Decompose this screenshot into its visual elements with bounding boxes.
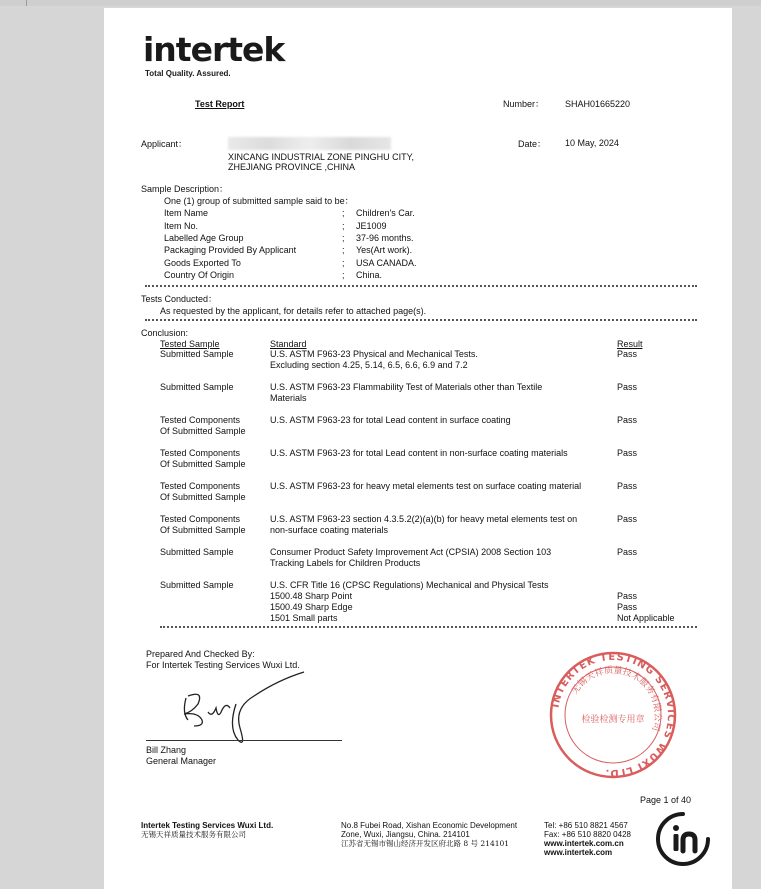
- conclusion-result: Pass: [617, 382, 638, 392]
- conclusion-standard: 1500.48 Sharp Point: [270, 591, 353, 601]
- viewer-top-bar: [0, 0, 761, 6]
- sample-label: Goods Exported To: [164, 258, 241, 268]
- conclusion-standard: U.S. ASTM F963-23 for total Lead content in non-surface coating materials: [270, 448, 568, 458]
- conclusion-sample: Submitted Sample: [160, 580, 234, 590]
- asterisk-divider: [160, 626, 697, 628]
- col-standard: Standard: [270, 339, 307, 349]
- conclusion-sample: Of Submitted Sample: [160, 459, 246, 469]
- sample-colon: ;: [342, 270, 345, 280]
- sample-colon: ;: [342, 221, 345, 231]
- footer-company-en: Intertek Testing Services Wuxi Ltd.: [141, 821, 274, 830]
- svg-text:检验检测专用章: 检验检测专用章: [581, 715, 645, 725]
- sample-value: China.: [356, 270, 383, 280]
- conclusion-heading: Conclusion:: [141, 328, 189, 338]
- report-title: Test Report: [195, 99, 245, 109]
- sample-value: Yes(Art work).: [356, 245, 413, 255]
- conclusion-standard: non-surface coating materials: [270, 525, 389, 535]
- conclusion-sample: Of Submitted Sample: [160, 426, 246, 436]
- sample-colon: ;: [342, 245, 345, 255]
- intertek-logo: intertek: [143, 30, 285, 69]
- conclusion-sample: Tested Components: [160, 448, 241, 458]
- conclusion-standard: 1501 Small parts: [270, 613, 338, 623]
- date-value: 10 May, 2024: [565, 138, 619, 148]
- conclusion-standard: Consumer Product Safety Improvement Act (CPSIA) 2008 Section 103: [270, 547, 552, 557]
- footer-address-line2: Zone, Wuxi, Jiangsu, China. 214101: [341, 830, 470, 839]
- date-label: Date：: [518, 139, 547, 149]
- signature-line: [146, 740, 342, 741]
- applicant-address-line2: XINCANG INDUSTRIAL ZONE PINGHU CITY,: [228, 152, 415, 162]
- sample-label: Country Of Origin: [164, 270, 235, 280]
- sample-intro: One (1) group of submitted sample said to be：: [164, 196, 354, 206]
- footer-address-cn: 江苏省无锡市锡山经济开发区府北路 8 号 214101: [341, 839, 510, 848]
- conclusion-result: Pass: [617, 514, 638, 524]
- conclusion-sample: Tested Components: [160, 481, 241, 491]
- number-label: Number：: [503, 99, 545, 109]
- sample-description-heading: Sample Description：: [141, 184, 229, 194]
- conclusion-standard: 1500.49 Sharp Edge: [270, 602, 353, 612]
- signature: [174, 668, 324, 748]
- sample-label: Item No.: [164, 221, 199, 231]
- number-value: SHAH01665220: [565, 99, 631, 109]
- col-result: Result: [617, 339, 643, 349]
- conclusion-standard: U.S. ASTM F963-23 Flammability Test of Materials other than Textile: [270, 382, 543, 392]
- asterisk-divider: [145, 285, 697, 287]
- conclusion-sample: Submitted Sample: [160, 547, 234, 557]
- sample-label: Item Name: [164, 208, 209, 218]
- signer-title: General Manager: [146, 756, 217, 766]
- conclusion-standard: U.S. ASTM F963-23 section 4.3.5.2(2)(a)(b) for heavy metal elements test on: [270, 514, 578, 524]
- conclusion-standard: U.S. CFR Title 16 (CPSC Regulations) Mechanical and Physical Tests: [270, 580, 549, 590]
- prepared-company: For Intertek Testing Services Wuxi Ltd.: [146, 660, 300, 670]
- conclusion-sample: Tested Components: [160, 415, 241, 425]
- svg-text:无锡天祥质量技术服务有限公司: 无锡天祥质量技术服务有限公司: [570, 665, 663, 733]
- sample-label: Labelled Age Group: [164, 233, 244, 243]
- sample-colon: ;: [342, 233, 345, 243]
- footer-address-line1: No.8 Fubei Road, Xishan Economic Development: [341, 821, 518, 830]
- intertek-in-icon: [655, 811, 711, 867]
- conclusion-result: Pass: [617, 591, 638, 601]
- conclusion-standard: Excluding section 4.25, 5.14, 6.5, 6.6, 6.9 and 7.2: [270, 360, 468, 370]
- applicant-label: Applicant：: [141, 139, 188, 149]
- col-tested-sample: Tested Sample: [160, 339, 220, 349]
- conclusion-result: Pass: [617, 415, 638, 425]
- conclusion-result: Pass: [617, 448, 638, 458]
- conclusion-standard: Tracking Labels for Children Products: [270, 558, 421, 568]
- tests-text: As requested by the applicant, for details refer to attached page(s).: [160, 306, 427, 316]
- conclusion-result: Pass: [617, 349, 638, 359]
- sample-value: USA CANADA.: [356, 258, 417, 268]
- logo-tagline: Total Quality. Assured.: [145, 69, 231, 78]
- sample-label: Packaging Provided By Applicant: [164, 245, 297, 255]
- conclusion-sample: Of Submitted Sample: [160, 525, 246, 535]
- sample-colon: ;: [342, 258, 345, 268]
- redacted-applicant-name: [228, 137, 391, 150]
- conclusion-result: Pass: [617, 602, 638, 612]
- prepared-by: Prepared And Checked By:: [146, 649, 255, 659]
- svg-text:INTERTEK TESTING SERVICES WUXI: INTERTEK TESTING SERVICES WUXI LTD.: [550, 651, 677, 779]
- footer-web: www.intertek.com: [544, 848, 613, 857]
- conclusion-standard: U.S. ASTM F963-23 for total Lead content in surface coating: [270, 415, 511, 425]
- signer-name: Bill Zhang: [146, 745, 187, 755]
- sample-colon: ;: [342, 208, 345, 218]
- conclusion-sample: Submitted Sample: [160, 349, 234, 359]
- footer-fax: Fax: +86 510 8820 0428: [544, 830, 631, 839]
- applicant-address-line3: ZHEJIANG PROVINCE ,CHINA: [228, 162, 356, 172]
- conclusion-standard: U.S. ASTM F963-23 Physical and Mechanical Tests.: [270, 349, 478, 359]
- conclusion-sample: Submitted Sample: [160, 382, 234, 392]
- conclusion-result: Not Applicable: [617, 613, 675, 623]
- asterisk-divider: [145, 319, 697, 321]
- conclusion-sample: Tested Components: [160, 514, 241, 524]
- company-seal: [548, 650, 678, 780]
- conclusion-sample: Of Submitted Sample: [160, 492, 246, 502]
- sample-value: JE1009: [356, 221, 387, 231]
- conclusion-result: Pass: [617, 481, 638, 491]
- tests-heading: Tests Conducted：: [141, 294, 218, 304]
- footer-tel: Tel: +86 510 8821 4567: [544, 821, 628, 830]
- conclusion-standard: U.S. ASTM F963-23 for heavy metal elements test on surface coating material: [270, 481, 582, 491]
- conclusion-standard: Materials: [270, 393, 307, 403]
- report-page: [104, 8, 732, 889]
- sample-value: Children's Car.: [356, 208, 415, 218]
- footer-company-cn: 无锡天祥质量技术服务有限公司: [141, 830, 246, 839]
- viewer-edge: [26, 0, 27, 6]
- page-number: Page 1 of 40: [640, 795, 692, 805]
- sample-value: 37-96 months.: [356, 233, 414, 243]
- footer-web-cn: www.intertek.com.cn: [544, 839, 624, 848]
- conclusion-result: Pass: [617, 547, 638, 557]
